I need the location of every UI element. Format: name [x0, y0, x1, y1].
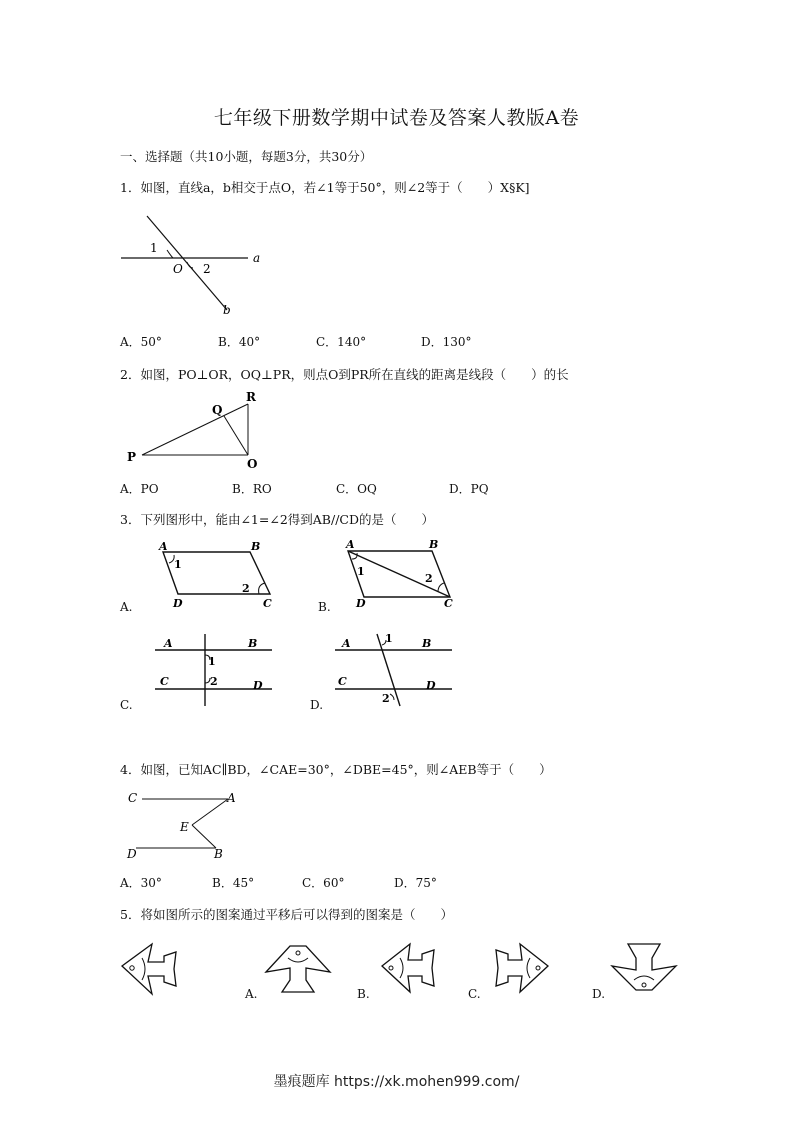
q1-label-o: O: [173, 262, 183, 276]
q2-label-o: O: [247, 457, 258, 471]
section-heading: 一、选择题（共10小题，每题3分，共30分）: [120, 149, 373, 164]
question-1-figure: [115, 210, 275, 320]
q2-option-b: B．RO: [232, 482, 272, 496]
q3c-label-B: B: [248, 637, 258, 650]
q1-label-2: 2: [203, 262, 211, 276]
q1-label-a: a: [253, 251, 261, 265]
q3c-label-1: 1: [208, 655, 216, 668]
q1-label-b: b: [223, 303, 231, 317]
q4-option-c: C．60°: [302, 876, 345, 890]
q4-option-a: A．30°: [120, 876, 162, 890]
q1-option-c: C．140°: [316, 335, 367, 349]
q3-figure-d: [330, 630, 460, 710]
q2-label-q: Q: [212, 403, 223, 417]
q2-label-p: P: [127, 450, 137, 464]
q3a-label-B: B: [251, 540, 261, 553]
question-4-text: 4．如图，已知AC∥BD，∠CAE=30°，∠DBE=45°，则∠AEB等于（ ）: [120, 762, 552, 777]
q3-figure-b: [340, 537, 465, 612]
q3b-label-C: C: [444, 597, 453, 610]
q3-label-c: C.: [120, 698, 133, 712]
q3d-label-A: A: [342, 637, 351, 650]
q3b-label-D: D: [356, 597, 366, 610]
q3b-label-2: 2: [425, 572, 433, 585]
q5-option-d-figure: [608, 938, 680, 1000]
q5-option-a-figure: [262, 938, 334, 1000]
q4-option-b: B．45°: [212, 876, 255, 890]
q3d-label-B: B: [422, 637, 432, 650]
q3a-label-C: C: [263, 597, 272, 610]
page-footer: 墨痕题库 https://xk.mohen999.com/: [273, 1074, 520, 1090]
q3b-label-B: B: [429, 538, 439, 551]
question-3-text: 3．下列图形中，能由∠1=∠2得到AB//CD的是（ ）: [120, 512, 435, 527]
question-4-figure: [120, 785, 250, 865]
q5-label-c: C.: [468, 987, 481, 1001]
q5-label-b: B.: [357, 987, 370, 1001]
q3c-label-2: 2: [210, 675, 218, 688]
q5-option-c-figure: [490, 938, 552, 998]
q3d-label-D: D: [426, 679, 436, 692]
question-5-text: 5．将如图所示的图案通过平移后可以得到的图案是（ ）: [120, 907, 453, 922]
q3-label-b: B.: [318, 600, 331, 614]
q4-label-E: E: [180, 820, 189, 834]
q3-figure-a: [155, 537, 280, 612]
q3-label-a: A.: [120, 600, 133, 614]
q4-label-A: A: [227, 791, 236, 805]
q1-option-a: A．50°: [120, 335, 162, 349]
question-1-text: 1．如图，直线a，b相交于点O，若∠1等于50°，则∠2等于（ ）X§K]: [120, 180, 530, 195]
q3d-label-2: 2: [382, 692, 390, 705]
q4-label-B: B: [214, 847, 223, 861]
q4-label-D: D: [127, 847, 137, 861]
q1-label-1: 1: [150, 241, 158, 255]
q2-option-a: A．PO: [120, 482, 159, 496]
q3c-label-A: A: [164, 637, 173, 650]
q5-original-figure: [118, 940, 184, 998]
q1-option-d: D．130°: [421, 335, 472, 349]
q3a-label-1: 1: [174, 558, 182, 571]
page-title: 七年级下册数学期中试卷及答案人教版A卷: [213, 107, 580, 129]
q4-label-C: C: [128, 791, 138, 805]
q3c-label-C: C: [160, 675, 169, 688]
q3-label-d: D.: [310, 698, 324, 712]
q3a-label-A: A: [159, 540, 168, 553]
question-2-figure: [120, 388, 280, 473]
q4-option-d: D．75°: [394, 876, 437, 890]
q5-label-d: D.: [592, 987, 606, 1001]
q5-label-a: A.: [245, 987, 258, 1001]
q3a-label-D: D: [173, 597, 183, 610]
q5-option-b-figure: [378, 938, 440, 998]
q1-option-b: B．40°: [218, 335, 261, 349]
q3d-label-1: 1: [385, 632, 393, 645]
q2-option-d: D．PQ: [449, 482, 489, 496]
q3b-label-1: 1: [357, 565, 365, 578]
q3a-label-2: 2: [242, 582, 250, 595]
question-2-text: 2．如图，PO⊥OR，OQ⊥PR，则点O到PR所在直线的距离是线段（ ）的长: [120, 367, 569, 382]
q3-figure-c: [150, 630, 280, 710]
q3b-label-A: A: [346, 538, 355, 551]
q3c-label-D: D: [253, 679, 263, 692]
q2-label-r: R: [246, 390, 256, 404]
q3d-label-C: C: [338, 675, 347, 688]
q2-option-c: C．OQ: [336, 482, 377, 496]
